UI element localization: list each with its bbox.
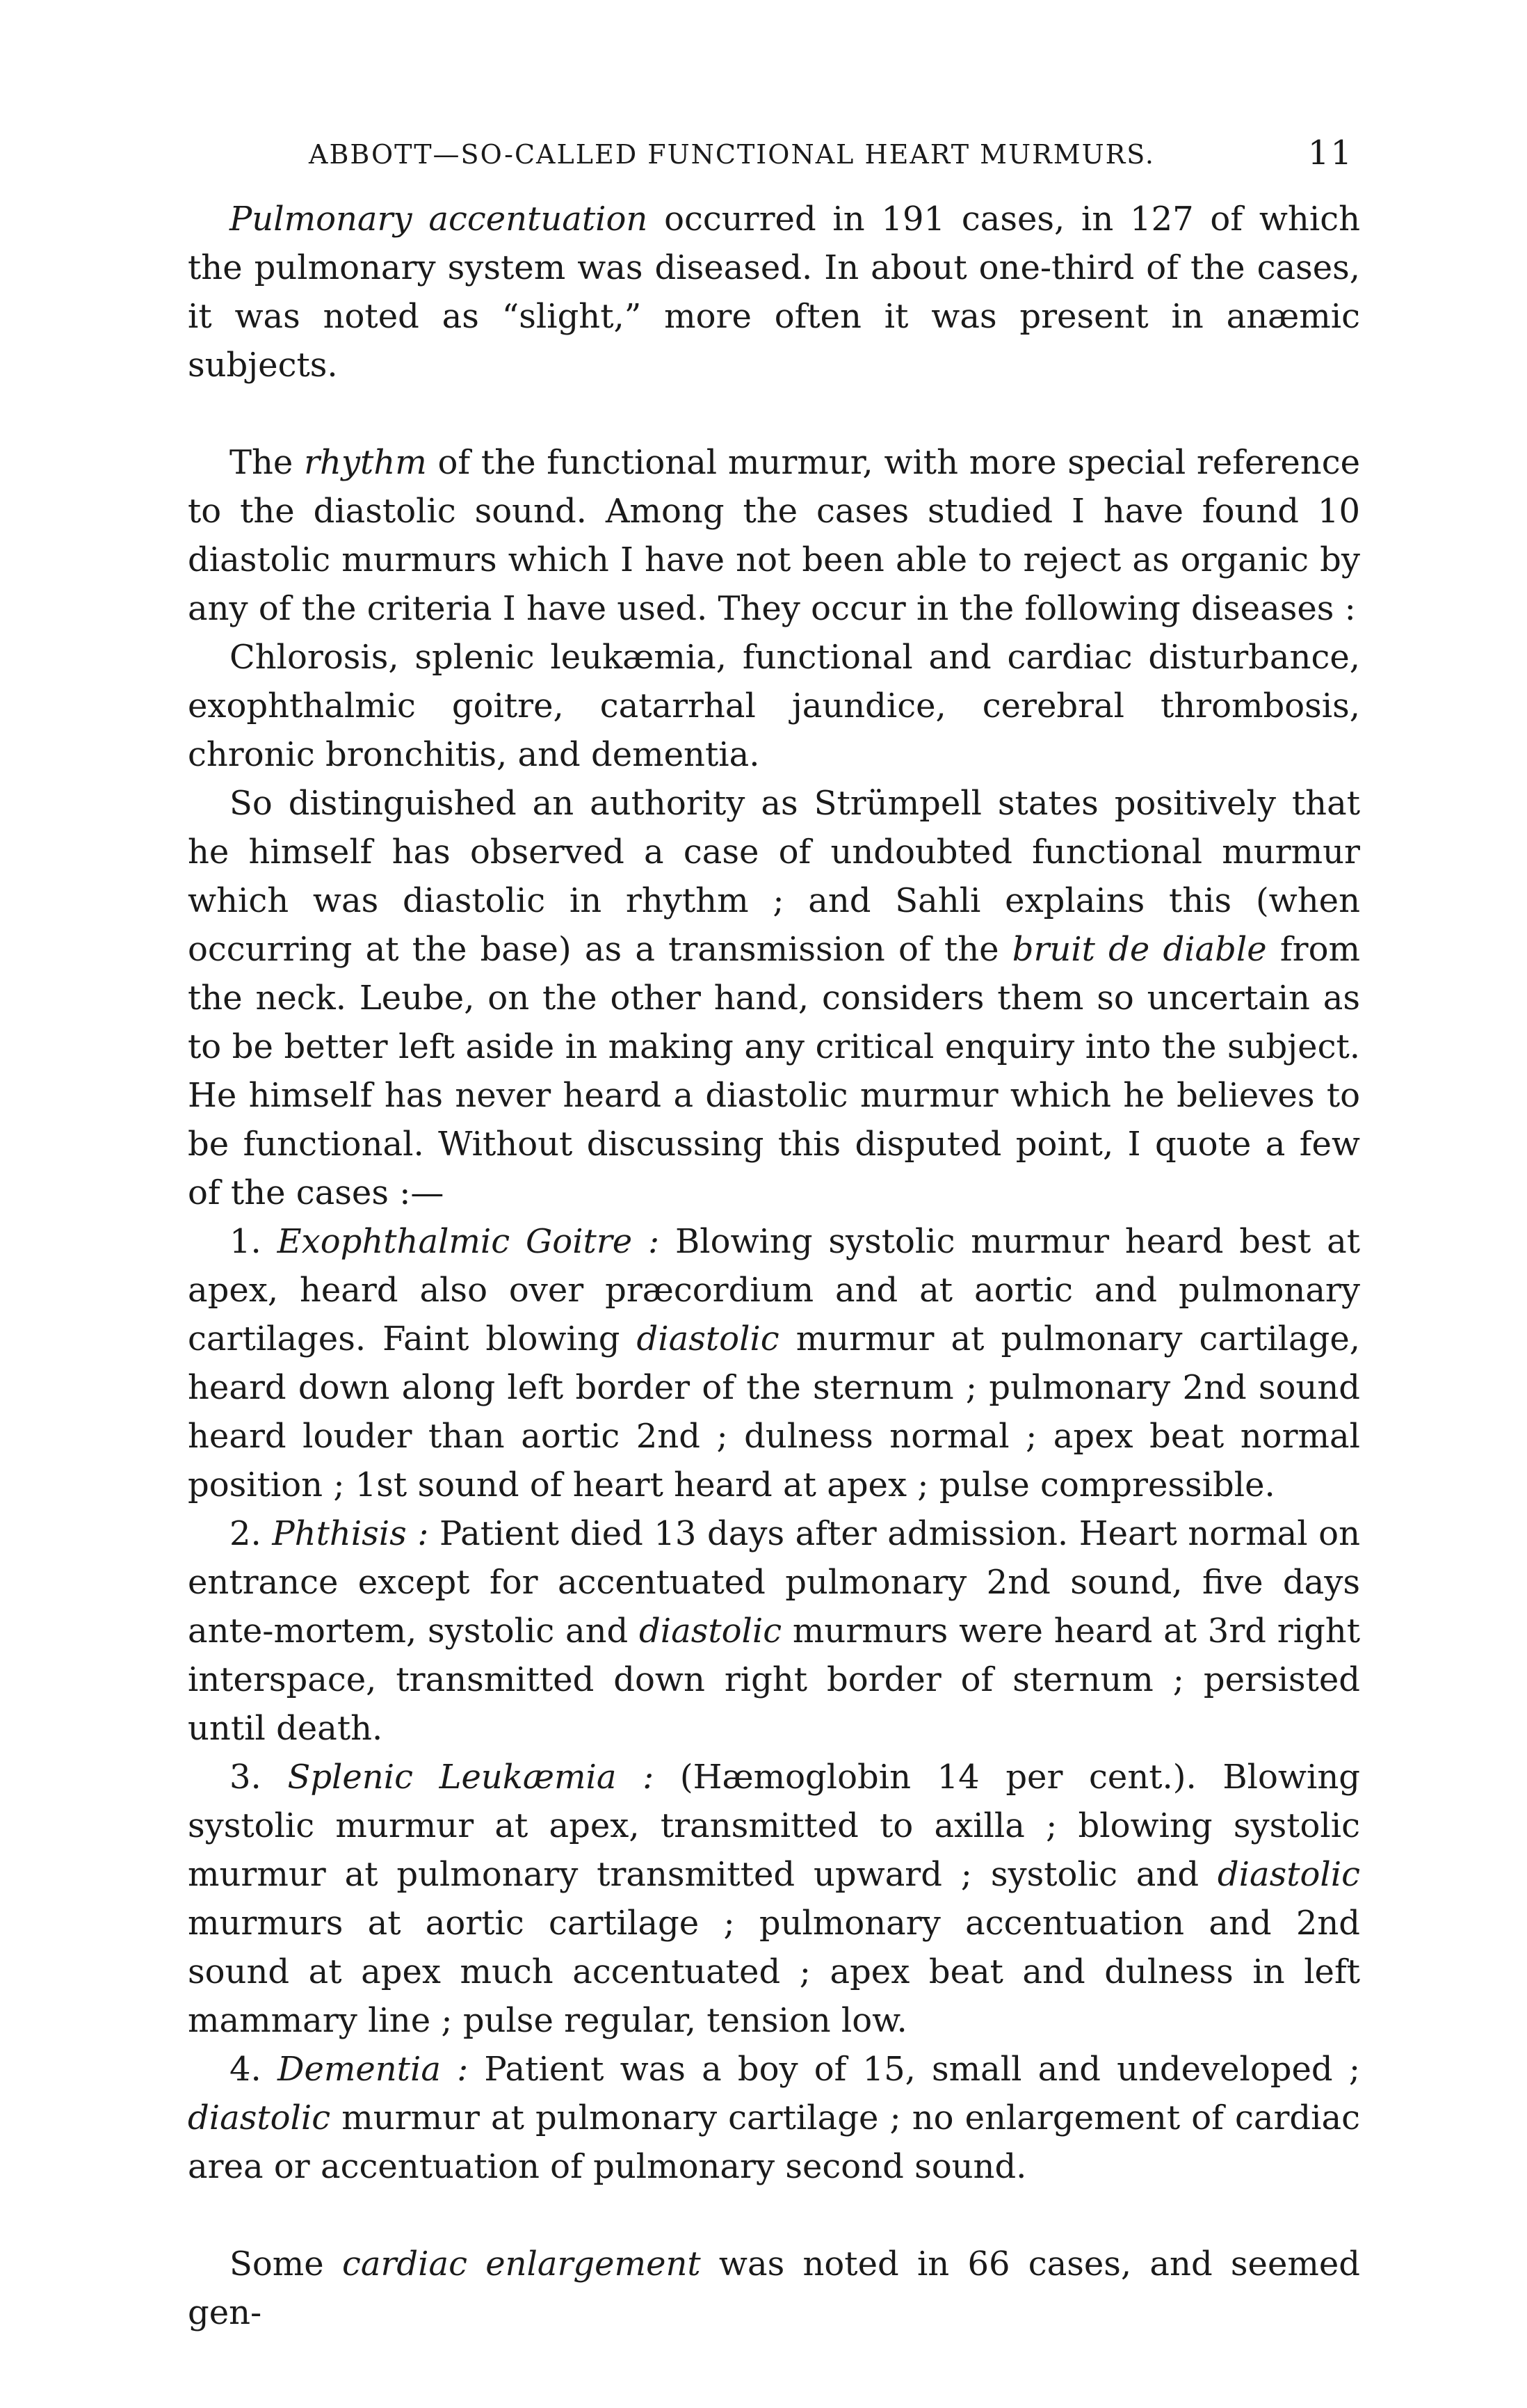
case-emphasis: diastolic bbox=[636, 1319, 779, 1358]
case-text: Patient was a boy of 15, small and undeveloped ; bbox=[468, 2050, 1360, 2089]
document-page bbox=[188, 118, 1360, 2337]
paragraph-emphasis: cardiac enlargement bbox=[341, 2245, 701, 2283]
case-number: 2. bbox=[229, 1514, 273, 1553]
case-emphasis: diastolic bbox=[1217, 1855, 1360, 1894]
case-4 bbox=[188, 2045, 1360, 2191]
page-header bbox=[188, 118, 1360, 195]
case-text: murmur at pulmonary cartilage ; no enlargement of cardiac area or accentuation of pulmonary second sound. bbox=[188, 2098, 1360, 2186]
case-2 bbox=[188, 1509, 1360, 1753]
case-text: Patient died 13 days after admission. Heart normal on entrance except for accentuated pulmonary 2nd sound, five days ante-mortem, systolic and bbox=[188, 1514, 1360, 1651]
paragraph-text: of the functional murmur, with more special reference to the diastolic sound. Among the cases studied I have found 10 diastolic murmurs which I have not been able to reject as organic by any of the criteria I have used. They occur in the following diseases : bbox=[188, 443, 1361, 628]
paragraph-text: occurred in 191 cases, in 127 of which the pulmonary system was diseased. In about one-third of the cases, it was noted as “slight,” more often it was present in anæmic subjects. bbox=[188, 200, 1360, 385]
case-title: Exophthalmic Goitre : bbox=[277, 1222, 660, 1261]
case-emphasis: diastolic bbox=[188, 2098, 331, 2137]
paragraph-strumpell bbox=[188, 779, 1360, 1217]
paragraph-emphasis: rhythm bbox=[304, 443, 427, 482]
paragraph-text: The bbox=[229, 443, 305, 482]
case-number: 1. bbox=[229, 1222, 277, 1261]
case-title: Splenic Leukæmia : bbox=[287, 1758, 654, 1797]
page-number: 11 bbox=[1307, 134, 1353, 172]
case-text: Blowing systolic murmur heard best at apex, heard also over præcordium and at aortic and pulmonary cartilages. Faint blowing bbox=[188, 1222, 1360, 1358]
case-emphasis: diastolic bbox=[639, 1612, 782, 1651]
case-text: (Hæmoglobin 14 per cent.). Blowing systolic murmur at apex, transmitted to axilla ; blowing systolic murmur at pulmonary transmitted upward ; systolic and bbox=[188, 1758, 1360, 1894]
case-text: murmurs at aortic cartilage ; pulmonary accentuation and 2nd sound at apex much accentuated ; apex beat and dulness in left mammary line ; pulse regular, tension low. bbox=[188, 1904, 1360, 2040]
case-number: 4. bbox=[229, 2050, 277, 2089]
paragraph-pulmonary-accentuation bbox=[188, 195, 1360, 390]
case-3 bbox=[188, 1753, 1360, 2045]
running-head: ABBOTT—SO-CALLED FUNCTIONAL HEART MURMURS. bbox=[309, 139, 1156, 170]
paragraph-cardiac-enlargement bbox=[188, 2240, 1360, 2337]
paragraph-text: So distinguished an authority as Strümpell states positively that he himself has observed a case of undoubted functional murmur which was diastolic in rhythm ; and Sahli explains this (when occurring at the base) as a transmission of the bbox=[188, 784, 1360, 969]
paragraph-text: from the neck. Leube, on the other hand, considers them so uncertain as to be better left aside in making any critical enquiry into the subject. He himself has never heard a diastolic murmur which he believes to be functional. Without discussing this disputed point, I quote a few of the cases :— bbox=[188, 930, 1360, 1212]
paragraph-rhythm bbox=[188, 438, 1360, 633]
case-title: Dementia : bbox=[277, 2050, 469, 2089]
case-title: Phthisis : bbox=[272, 1514, 429, 1553]
paragraph-emphasis: Pulmonary accentuation bbox=[229, 200, 648, 239]
case-1 bbox=[188, 1217, 1360, 1509]
case-text: murmur at pulmonary cartilage, heard down along left border of the sternum ; pulmonary 2nd sound heard louder than aortic 2nd ; dulness normal ; apex beat normal position ; 1st sound of heart heard at apex ; pulse compressible. bbox=[188, 1319, 1361, 1504]
paragraph-emphasis: bruit de diable bbox=[1012, 930, 1267, 969]
case-text: murmurs were heard at 3rd right interspace, transmitted down right border of sternum ; persisted until death. bbox=[188, 1612, 1360, 1748]
paragraph-diseases-list: Chlorosis, splenic leukæmia, functional and cardiac disturbance, exophthalmic goitre, catarrhal jaundice, cerebral thrombosis, chronic bronchitis, and dementia. bbox=[188, 638, 1360, 774]
case-number: 3. bbox=[229, 1758, 288, 1797]
paragraph-text: Some bbox=[229, 2245, 342, 2283]
paragraph-text: was noted in 66 cases, and seemed gen- bbox=[188, 2245, 1360, 2332]
